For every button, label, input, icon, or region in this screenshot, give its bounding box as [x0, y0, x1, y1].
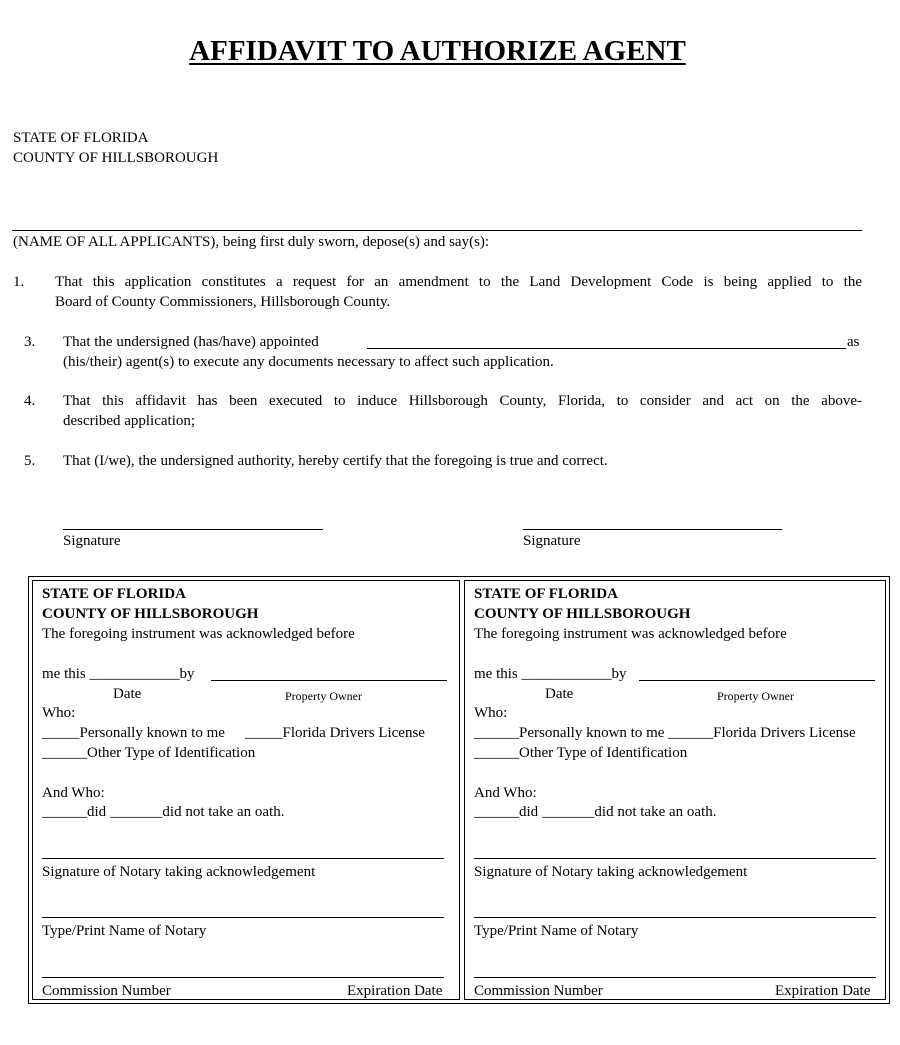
notary-right-print-name-label: Type/Print Name of Notary	[474, 923, 639, 939]
item-1-line-2: Board of County Commissioners, Hillsborough County.	[55, 294, 391, 310]
notary-left-owner-line	[211, 680, 447, 681]
notary-right-owner-line	[639, 680, 875, 681]
item-4-line-2: described application;	[63, 413, 196, 429]
item-1-number: 1.	[13, 274, 25, 290]
notary-right-date-label: Date	[545, 686, 574, 702]
item-4-line-1: That this affidavit has been executed to induce Hillsborough County, Florida, to consider and act on the above-	[63, 393, 862, 409]
notary-left-signature-label: Signature of Notary taking acknowledgement	[42, 864, 316, 880]
notary-box-right	[464, 580, 886, 1000]
agent-name-line	[367, 348, 846, 349]
item-5-line-1: That (I/we), the undersigned authority, hereby certify that the foregoing is true and correct.	[63, 453, 608, 469]
item-3-number: 3.	[24, 334, 36, 350]
signature-label-left: Signature	[63, 533, 121, 549]
notary-left-foregoing: The foregoing instrument was acknowledged before	[42, 626, 355, 642]
notary-left-other-id: ______Other Type of Identification	[42, 745, 256, 761]
notary-left-commission-number: Commission Number	[42, 983, 171, 999]
notary-right-signature-line	[474, 858, 876, 859]
notary-right-identification: ______Personally known to me ______Florida Drivers License	[474, 725, 856, 741]
notary-right-state: STATE OF FLORIDA	[474, 586, 618, 602]
notary-right-foregoing: The foregoing instrument was acknowledged before	[474, 626, 787, 642]
signature-label-right: Signature	[523, 533, 581, 549]
notary-left-state: STATE OF FLORIDA	[42, 586, 186, 602]
notary-box-left	[32, 580, 460, 1000]
notary-right-expiration-date: Expiration Date	[775, 983, 871, 999]
item-5-number: 5.	[24, 453, 36, 469]
signature-line-right	[523, 529, 782, 530]
notary-left-drivers-license: _____Florida Drivers License	[245, 725, 425, 741]
notary-left-me-this: me this ____________by	[42, 666, 195, 682]
item-3-line-2: (his/their) agent(s) to execute any documents necessary to affect such application.	[63, 354, 554, 370]
notary-right-other-id: ______Other Type of Identification	[474, 745, 688, 761]
item-3-line-1: That the undersigned (has/have) appointed	[63, 334, 319, 350]
applicants-name-line	[12, 230, 862, 231]
notary-right-commission-line	[474, 977, 876, 978]
notary-left-county: COUNTY OF HILLSBOROUGH	[42, 606, 259, 622]
item-1-line-1: That this application constitutes a request for an amendment to the Land Development Code is being applied to the	[55, 274, 862, 290]
venue-state: STATE OF FLORIDA	[13, 130, 149, 146]
notary-left-date-label: Date	[113, 686, 142, 702]
notary-right-commission-number: Commission Number	[474, 983, 603, 999]
notary-right-and-who: And Who:	[474, 785, 537, 801]
notary-left-signature-line	[42, 858, 444, 859]
notary-right-who: Who:	[474, 705, 508, 721]
item-3-as: as	[847, 334, 860, 350]
venue-county: COUNTY OF HILLSBOROUGH	[13, 150, 219, 166]
notary-left-property-owner-label: Property Owner	[285, 689, 362, 703]
notary-left-print-name-label: Type/Print Name of Notary	[42, 923, 207, 939]
notary-right-signature-label: Signature of Notary taking acknowledgement	[474, 864, 748, 880]
notary-right-county: COUNTY OF HILLSBOROUGH	[474, 606, 691, 622]
notary-right-me-this: me this ____________by	[474, 666, 627, 682]
notary-left-oath: ______did _______did not take an oath.	[42, 804, 285, 820]
notary-left-and-who: And Who:	[42, 785, 105, 801]
notary-left-commission-line	[42, 977, 444, 978]
signature-line-left	[63, 529, 323, 530]
notary-left-personally-known: _____Personally known to me	[42, 725, 225, 741]
document-title: AFFIDAVIT TO AUTHORIZE AGENT	[189, 35, 686, 67]
notary-right-print-name-line	[474, 917, 876, 918]
item-4-number: 4.	[24, 393, 36, 409]
notary-left-print-name-line	[42, 917, 444, 918]
notary-left-expiration-date: Expiration Date	[347, 983, 443, 999]
applicants-statement: (NAME OF ALL APPLICANTS), being first duly sworn, depose(s) and say(s):	[13, 234, 490, 250]
notary-right-property-owner-label: Property Owner	[717, 689, 794, 703]
notary-left-who: Who:	[42, 705, 76, 721]
notary-right-oath: ______did _______did not take an oath.	[474, 804, 717, 820]
